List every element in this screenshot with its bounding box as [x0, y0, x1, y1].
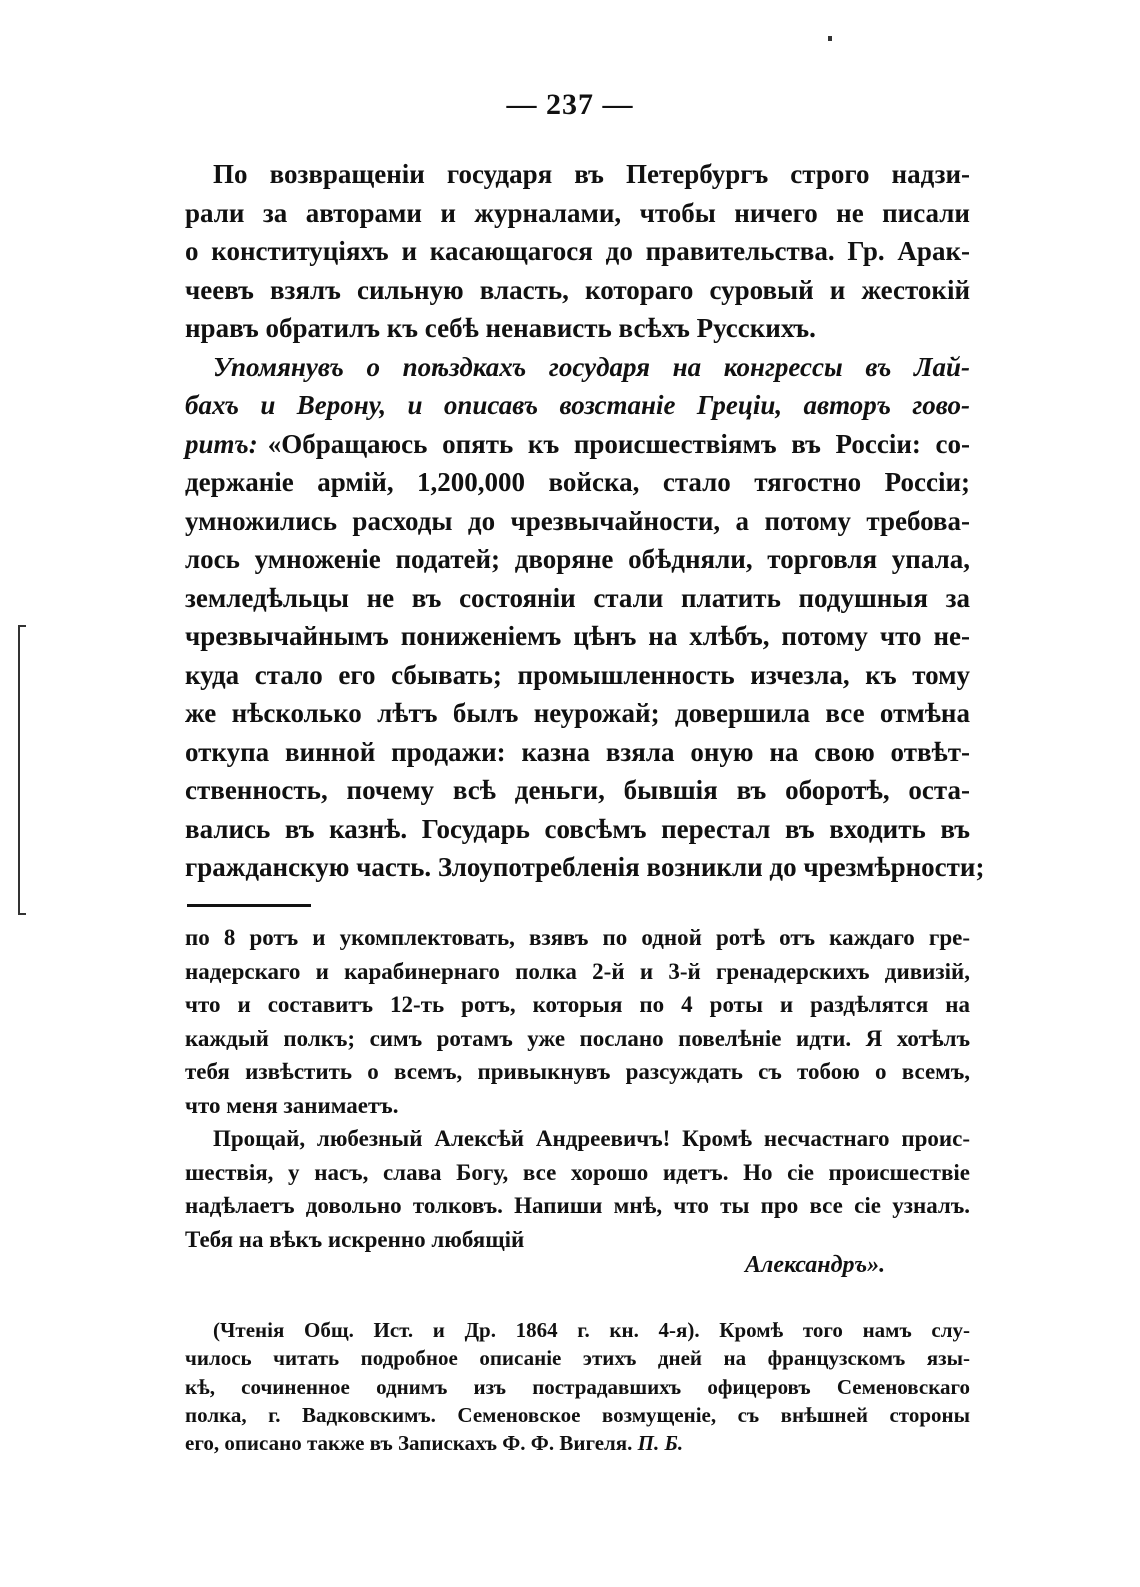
- note-line: кѣ, сочиненное однимъ изъ пострадавшихъ офицеровъ Семеновскаго: [185, 1374, 970, 1399]
- italic-text: Упомянувъ о поѣздкахъ государя на конгрессы въ Лай-: [213, 351, 970, 382]
- text-line: умножились расходы до чрезвычайности, а потому требова-: [185, 505, 970, 536]
- footnote-line: тебя извѣстить о всемъ, привыкнувъ разсуждать съ тобою о всемъ,: [185, 1059, 970, 1084]
- footnote-line: Тебя на вѣкъ искренно любящій: [185, 1226, 525, 1252]
- text-line: По возвращеніи государя въ Петербургъ строго надзи-: [213, 159, 970, 189]
- italic-text: ритъ:: [185, 428, 258, 459]
- footnote-line: что и составитъ 12-ть ротъ, которыя по 4 роты и раздѣлятся на: [185, 992, 970, 1017]
- text-line: земледѣльцы не въ состояніи стали платить подушныя за: [185, 582, 970, 613]
- page-number: — 237 —: [506, 88, 634, 121]
- footnote-line: каждый полкъ; симъ ротамъ уже послано повелѣніе идти. Я хотѣлъ: [185, 1025, 970, 1051]
- footnote-line: по 8 ротъ и укомплектовать, взявъ по одной ротѣ отъ каждаго гре-: [185, 925, 970, 950]
- text-line: [185, 348, 970, 387]
- footnote-line: надерскаго и карабинернаго полка 2-й и 3-й гренадерскихъ дивизій,: [185, 958, 970, 984]
- note-line: чилось читать подробное описаніе этихъ дней на французскомъ язы-: [185, 1346, 970, 1371]
- footnote-line: что меня занимаетъ.: [185, 1092, 399, 1118]
- text-line: вались въ казнѣ. Государь совсѣмъ перестал въ входить въ: [185, 813, 970, 844]
- editor-initials: П. Б.: [637, 1431, 684, 1456]
- note-line: (Чтенія Общ. Ист. и Др. 1864 г. кн. 4-я). Кромѣ того намъ слу-: [213, 1318, 970, 1342]
- note-line: [185, 1429, 970, 1457]
- text-line: куда стало его сбывать; промышленность изчезла, къ тому: [185, 659, 970, 690]
- note-line: полка, г. Вадковскимъ. Семеновское возмущеніе, съ внѣшней стороны: [185, 1402, 970, 1427]
- text-line: о конституціяхъ и касающагося до правительства. Гр. Арак-: [185, 236, 970, 266]
- text-line: [185, 386, 970, 425]
- text-line: [185, 425, 970, 464]
- italic-text: бахъ и Верону, и описавъ возстаніе Греціи, авторъ гово-: [185, 390, 970, 420]
- note-text: его, описано также въ Запискахъ Ф. Ф. Вигеля.: [185, 1431, 633, 1456]
- text-line: откупа винной продажи: казна взяла оную на свою отвѣт-: [185, 736, 970, 767]
- footnote-line: надѣлаетъ довольно толковъ. Напиши мнѣ, что ты про все сіе узналъ.: [185, 1193, 970, 1218]
- margin-mark: [18, 625, 20, 915]
- footnote-line: шествія, у насъ, слава Богу, все хорошо идетъ. Но сіе происшествіе: [185, 1159, 970, 1185]
- text-line: держаніе армій, 1,200,000 войска, стало тягостно Россіи;: [185, 467, 970, 497]
- text-line: же нѣсколько лѣтъ былъ неурожай; довершила все отмѣна: [185, 698, 970, 728]
- text-line: рали за авторами и журналами, чтобы ничего не писали: [185, 197, 970, 228]
- signature: Александръ».: [745, 1252, 886, 1278]
- text-line: чеевъ взялъ сильную власть, котораго суровый и жестокій: [185, 274, 970, 305]
- text-line: лось умноженіе податей; дворяне обѣдняли, торговля упала,: [185, 544, 970, 574]
- margin-mark: [18, 913, 26, 915]
- text-line: ственность, почему всѣ деньги, бывшія въ оборотѣ, оста-: [185, 775, 970, 805]
- main-text: [185, 155, 985, 887]
- footnote: [185, 921, 970, 1256]
- quote-text: «Обращаюсь опять къ происшествіямъ въ Россіи: со-: [267, 428, 970, 459]
- scan-speck: [828, 36, 832, 41]
- footnote-divider: [187, 904, 311, 907]
- editor-note: [185, 1316, 970, 1457]
- text-line: гражданскую часть. Злоупотребленія возникли до чрезмѣрности;: [185, 852, 985, 882]
- footnote-line: Прощай, любезный Алексѣй Андреевичъ! Кромѣ несчастнаго проис-: [213, 1126, 970, 1151]
- text-line: нравъ обратилъ къ себѣ ненависть всѣхъ Русскихъ.: [185, 313, 816, 343]
- text-line: чрезвычайнымъ пониженіемъ цѣнъ на хлѣбъ, потому что не-: [185, 621, 970, 651]
